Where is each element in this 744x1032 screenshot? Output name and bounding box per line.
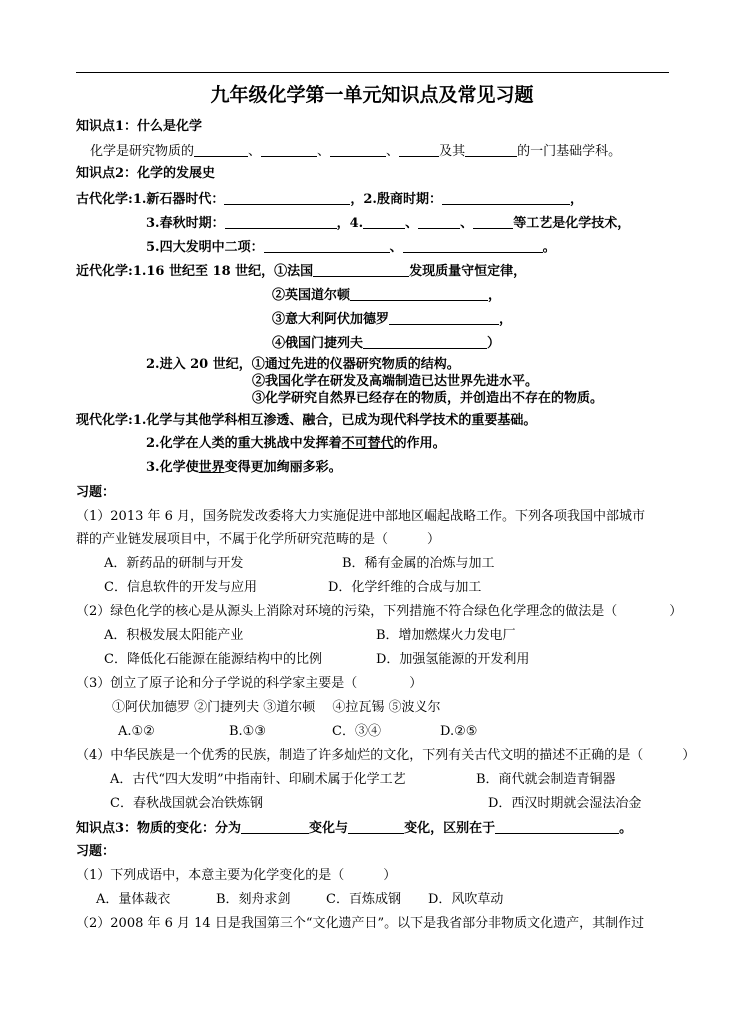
blank: [194, 142, 248, 157]
text: 1.新石器时代：: [132, 192, 225, 207]
q3-stem: （3）创立了原子论和分子学说的科学家主要是（ ）: [76, 676, 423, 691]
k3-q1-option-c: C．百炼成钢: [326, 892, 401, 907]
text: 变化，区别在于: [404, 821, 496, 836]
k1-heading: 知识点1：什么是化学: [76, 119, 203, 134]
blank: [473, 214, 513, 229]
text: 。: [619, 821, 633, 836]
q1-option-b: B．稀有金属的冶炼与加工: [342, 556, 495, 571]
k2-heading: 知识点2：化学的发展史: [76, 166, 216, 181]
blank: [418, 214, 460, 229]
text: 、: [460, 216, 474, 231]
text: ④俄国门捷列夫: [272, 336, 364, 351]
ancient-label: 古代化学:: [76, 192, 133, 207]
exercise-heading: 习题：: [76, 485, 116, 500]
blank: [403, 238, 543, 253]
q3-choices: ①阿伏加德罗 ②门捷列夫 ③道尔顿 ④拉瓦锡 ⑤波义尔: [112, 700, 441, 715]
k3-heading: [76, 819, 632, 838]
text: 3.化学使: [146, 460, 199, 475]
page-title: 九年级化学第一单元知识点及常见习题: [210, 84, 534, 106]
text: 知识点3：物质的变化：分为: [76, 821, 242, 836]
blank: [465, 142, 517, 157]
q2-option-d: D．加强氢能源的开发利用: [376, 652, 530, 667]
text: ③意大利阿伏加德罗: [272, 312, 390, 327]
blank: [348, 819, 404, 834]
q1-option-c: C．信息软件的开发与应用: [104, 580, 257, 595]
current-line-1: [76, 412, 536, 430]
blank: [399, 142, 439, 157]
q1-option-d: D．化学纤维的合成与加工: [328, 580, 482, 595]
text: 变得更加绚丽多彩。: [224, 460, 342, 475]
modern-line-3: [272, 310, 512, 329]
sep: 、: [386, 144, 400, 159]
text: 2.化学在人类的重大挑战中发挥着: [146, 436, 342, 451]
q3-option-b: B.①③: [229, 724, 266, 739]
text: 、: [389, 240, 403, 255]
modern-line-1: [76, 262, 526, 281]
blank: [495, 819, 619, 834]
current-line-2: [146, 435, 446, 453]
ancient-line-3: [146, 238, 556, 257]
text: 、: [405, 216, 419, 231]
blank: [313, 262, 409, 277]
q4-stem: （4）中华民族是一个优秀的民族，制造了许多灿烂的文化，下列有关古代文明的描述不正确的是（ ）: [76, 748, 696, 763]
text: 1.化学与其他学科相互渗透、融合，已成为现代科学技术的重要基础。: [132, 413, 537, 428]
modern-line-6: ②我国化学在研发及高端制造已达世界先进水平。: [252, 374, 539, 389]
modern-line-5: 2.进入 20 世纪，①通过先进的仪器研究物质的结构。: [146, 357, 460, 372]
blank: [264, 238, 390, 253]
text: ）: [487, 336, 501, 351]
q2-option-a: A．积极发展太阳能产业: [104, 628, 244, 643]
ancient-line-1: [76, 190, 583, 209]
current-label: 现代化学:: [76, 413, 133, 428]
k1-text-2: 及其: [439, 144, 466, 159]
current-line-3: [146, 459, 342, 477]
text: 发现质量守恒定律，: [409, 264, 527, 279]
underlined-text: 世界: [198, 460, 225, 475]
text: 变化与: [309, 821, 349, 836]
header-rule: [76, 72, 669, 73]
blank: [389, 310, 499, 325]
blank: [225, 214, 337, 229]
text: 。: [542, 240, 556, 255]
text: ，2.殷商时期：: [350, 192, 442, 207]
q1-option-a: A．新药品的研制与开发: [104, 556, 244, 571]
modern-label: 近代化学:: [76, 264, 133, 279]
text: 的作用。: [393, 436, 446, 451]
modern-line-4: [272, 334, 500, 353]
blank: [330, 142, 386, 157]
text: ，: [488, 288, 502, 303]
k3-q1-option-b: B．刻舟求剑: [216, 892, 291, 907]
q2-stem: （2）绿色化学的核心是从源头上消除对环境的污染，下列措施不符合绿色化学理念的做法是（ ）: [76, 604, 683, 619]
text: 3.春秋时期：: [146, 216, 225, 231]
text: ，: [499, 312, 513, 327]
text: ①法国: [274, 264, 314, 279]
q2-option-c: C．降低化石能源在能源结构中的比例: [104, 652, 322, 667]
q1-stem-1: （1）2013 年 6 月，国务院发改委将大力实施促进中部地区崛起战略工作。下列各项我国中部城市: [76, 509, 646, 524]
sep: 、: [317, 144, 331, 159]
k3-exercise-heading: 习题：: [76, 844, 116, 859]
k3-q1-option-a: A．量体裁衣: [96, 892, 171, 907]
q4-option-c: C．春秋战国就会冶铁炼钢: [110, 796, 263, 811]
text: 1.16 世纪至 18 世纪，: [132, 264, 275, 279]
q4-option-a: A．古代“四大发明”中指南针、印刷术属于化学工艺: [110, 772, 406, 787]
blank: [350, 286, 488, 301]
q3-option-d: D.②⑤: [440, 724, 478, 739]
k3-q1-option-d: D．风吹草动: [428, 892, 504, 907]
underlined-text: 不可替代: [341, 436, 394, 451]
text: ，: [569, 192, 583, 207]
q2-option-b: B．增加燃煤火力发电厂: [376, 628, 516, 643]
q4-option-d: D．西汉时期就会湿法冶金: [488, 796, 642, 811]
text: 5.四大发明中二项：: [146, 240, 264, 255]
blank: [442, 190, 570, 205]
blank: [261, 142, 317, 157]
text: ，4.: [336, 216, 364, 231]
k3-q1-stem: （1）下列成语中，本意主要为化学变化的是（ ）: [76, 868, 397, 883]
q4-option-b: B．商代就会制造青铜器: [476, 772, 616, 787]
text: 等工艺是化学技术，: [513, 216, 631, 231]
modern-line-2: [272, 286, 501, 305]
ancient-line-2: [146, 214, 630, 233]
blank: [241, 819, 309, 834]
modern-line-7: ③化学研究自然界已经存在的物质，并创造出不存在的物质。: [252, 391, 604, 406]
blank: [224, 190, 350, 205]
blank: [363, 334, 487, 349]
k3-q2-stem: （2）2008 年 6 月 14 日是我国第三个“文化遗产日”。以下是我省部分非物质文化遗产，其制作过: [76, 916, 645, 931]
sep: 、: [248, 144, 262, 159]
blank: [363, 214, 405, 229]
q3-option-a: A.①②: [118, 724, 155, 739]
k1-sentence: [90, 142, 621, 161]
text: ②英国道尔顿: [272, 288, 351, 303]
k1-text-3: 的一门基础学科。: [517, 144, 622, 159]
q1-stem-2: 群的产业链发展项目中，不属于化学所研究范畴的是（ ）: [76, 532, 441, 547]
k1-text-1: 化学是研究物质的: [90, 144, 195, 159]
q3-option-c: C．③④: [332, 724, 381, 739]
